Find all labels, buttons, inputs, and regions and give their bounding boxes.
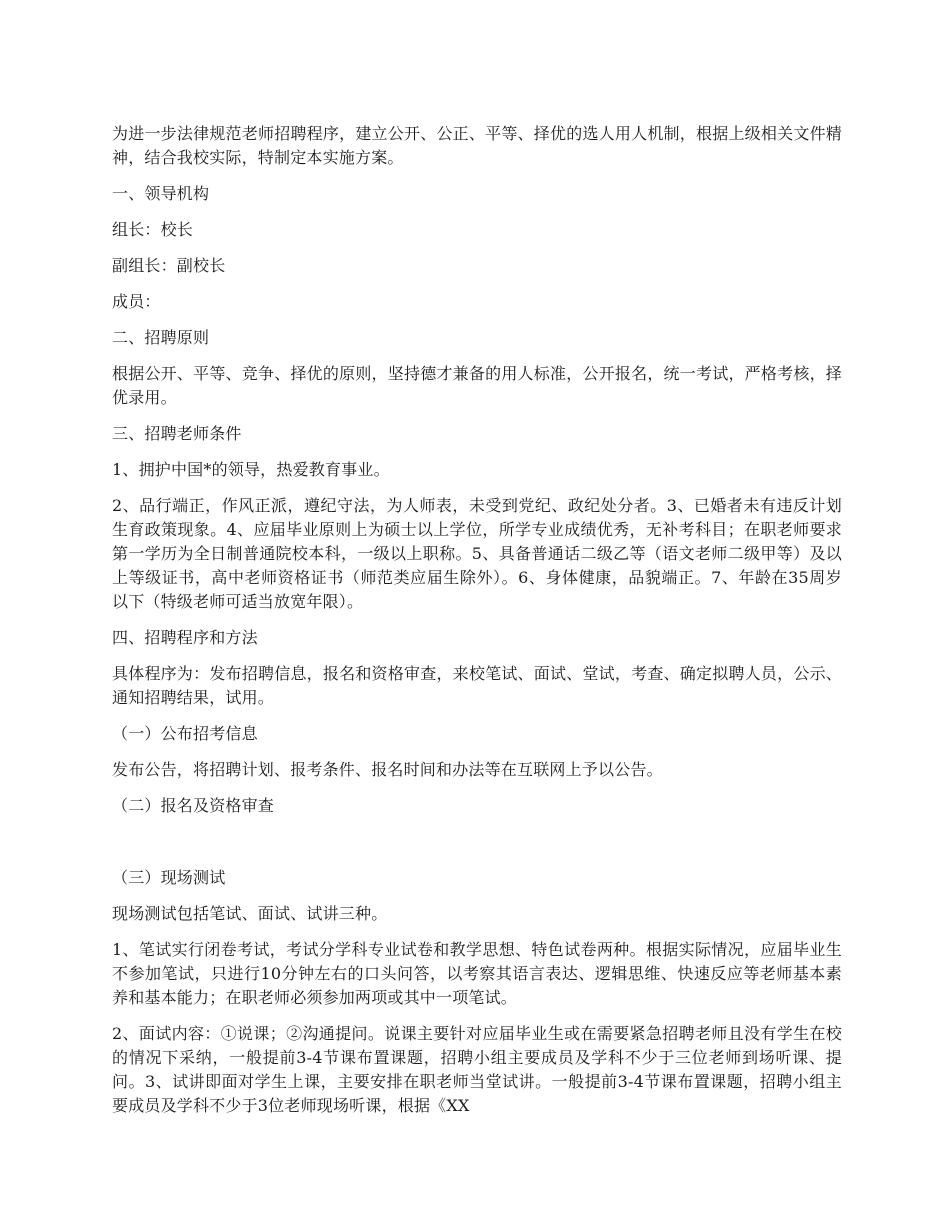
procedure-paragraph: 具体程序为：发布招聘信息，报名和资格审查，来校笔试、面试、堂试，考查、确定拟聘人员，公示、通知招聘结果，试用。 — [112, 664, 842, 707]
section-heading-principles: 二、招聘原则 — [112, 328, 210, 347]
section-heading-conditions: 三、招聘老师条件 — [112, 424, 242, 443]
section-heading-leadership: 一、领导机构 — [112, 184, 210, 203]
written-test-paragraph: 1、笔试实行闭卷考试，考试分学科专业试卷和教学思想、特色试卷两种。根据实际情况，应届毕业生不参加笔试，只进行10分钟左右的口头问答，以考察其语言表达、逻辑思维、快速反应等老师基本素养和基本能力；在职老师必须参加两项或其中一项笔试。 — [112, 940, 842, 1007]
members-line: 成员： — [112, 292, 161, 311]
section-heading-procedure: 四、招聘程序和方法 — [112, 628, 258, 647]
blank-space — [112, 830, 842, 866]
condition-1: 1、拥护中国*的领导，热爱教育事业。 — [112, 460, 390, 479]
intro-paragraph: 为进一步法律规范老师招聘程序，建立公开、公正、平等、择优的选人用人机制，根据上级相关文件精神，结合我校实际，特制定本实施方案。 — [112, 124, 842, 167]
principles-paragraph: 根据公开、平等、竞争、择优的原则，坚持德才兼备的用人标准，公开报名，统一考试，严格考核，择优录用。 — [112, 364, 842, 407]
conditions-paragraph: 2、品行端正，作风正派，遵纪守法，为人师表，未受到党纪、政纪处分者。3、已婚者未有违反计划生育政策现象。4、应届毕业原则上为硕士以上学位，所学专业成绩优秀，无补考科目；在职老师要求第一学历为全日制普通院校本科，一级以上职称。5、具备普通话二级乙等（语文老师二级甲等）及以上等级证书，高中老师资格证书（师范类应届生除外）。6、身体健康，品貌端正。7、年龄在35周岁以下（特级老师可适当放宽年限）。 — [112, 496, 842, 611]
publish-paragraph: 发布公告，将招聘计划、报考条件、报名时间和办法等在互联网上予以公告。 — [112, 760, 663, 779]
deputy-leader-line: 副组长：副校长 — [112, 256, 226, 275]
subsection-heading-publish: （一）公布招考信息 — [112, 724, 258, 743]
interview-paragraph: 2、面试内容：①说课；②沟通提问。说课主要针对应届毕业生或在需要紧急招聘老师且没有学生在校的情况下采纳，一般提前3-4节课布置课题，招聘小组主要成员及学科不少于三位老师到场听课、提问。3、试讲即面对学生上课，主要安排在职老师当堂试讲。一般提前3-4节课布置课题，招聘小组主要成员及学科不少于3位老师现场听课，根据《XX — [112, 1024, 842, 1115]
subsection-heading-registration: （二）报名及资格审查 — [112, 796, 275, 815]
subsection-heading-onsite-test: （三）现场测试 — [112, 868, 226, 887]
onsite-test-paragraph: 现场测试包括笔试、面试、试讲三种。 — [112, 904, 388, 923]
document-page — [112, 122, 842, 1130]
leader-line: 组长：校长 — [112, 220, 194, 239]
